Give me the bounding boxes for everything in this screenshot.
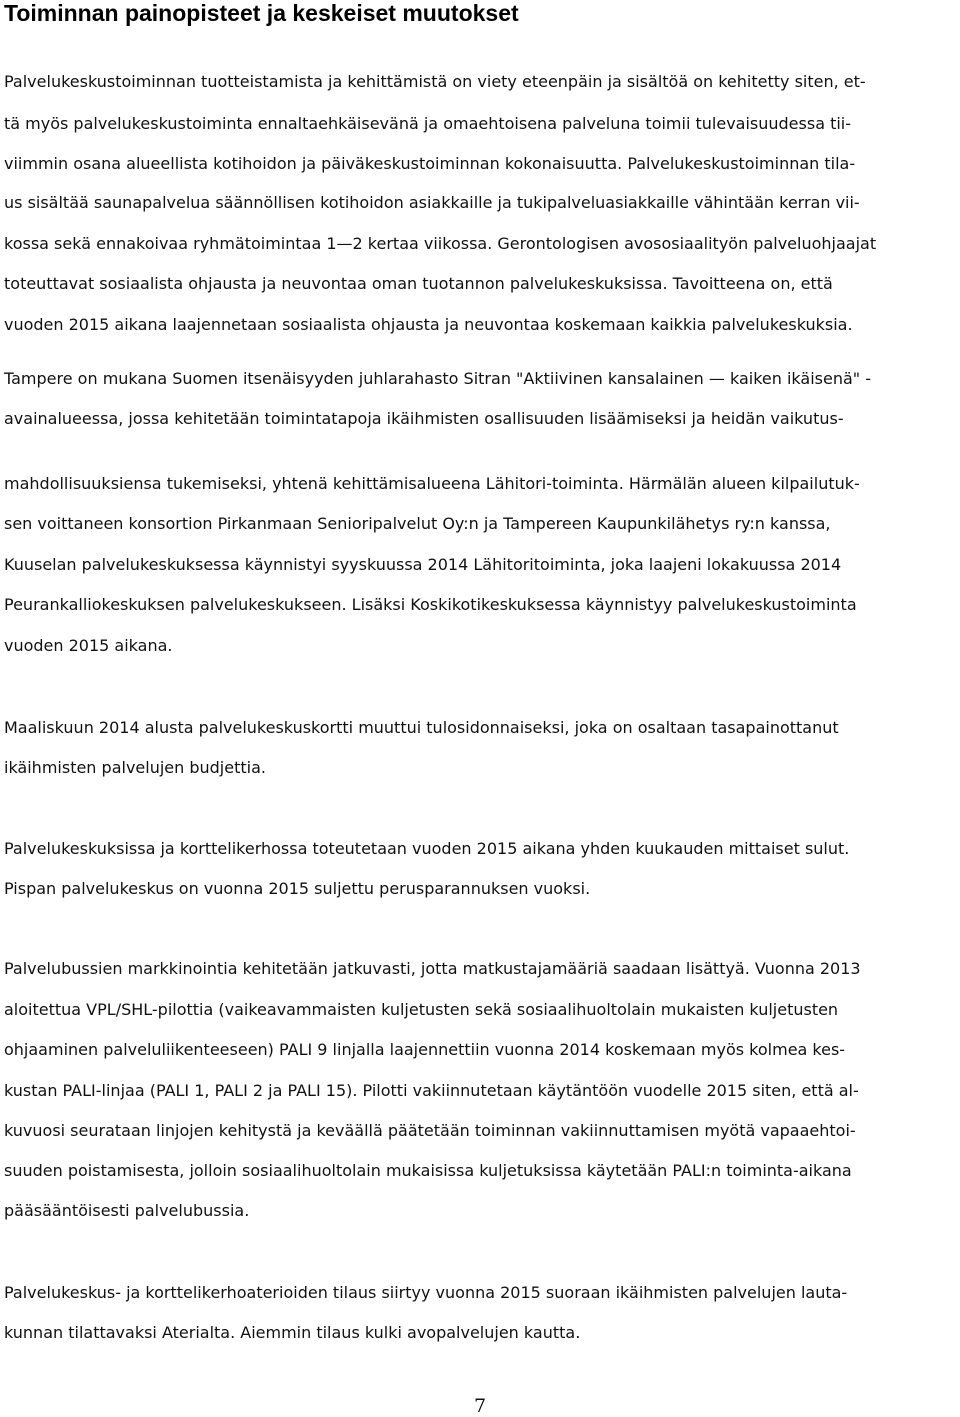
text-line: toteuttavat sosiaalista ohjausta ja neuvontaa oman tuotannon palvelukeskuksissa. Tavoitteena on, että	[4, 274, 833, 293]
text-line: vuoden 2015 aikana.	[4, 636, 173, 655]
page-number: 7	[473, 1395, 487, 1417]
text-line: ohjaaminen palveluliikenteeseen) PALI 9 linjalla laajennettiin vuonna 2014 koskemaan myös kolmea kes-	[4, 1040, 846, 1059]
text-line: aloitettua VPL/SHL-pilottia (vaikeavammaisten kuljetusten sekä sosiaalihuoltolain mukaisten kuljetusten	[4, 1000, 839, 1019]
text-line: pääsääntöisesti palvelubussia.	[4, 1201, 250, 1220]
text-line: mahdollisuuksiensa tukemiseksi, yhtenä kehittämisalueena Lähitori-toiminta. Härmälän alueen kilpailutuk-	[4, 474, 860, 493]
text-line: Peurankalliokeskuksen palvelukeskukseen. Lisäksi Koskikotikeskuksessa käynnistyy palvelukeskustoiminta	[4, 595, 857, 614]
text-line: Pispan palvelukeskus on vuonna 2015 suljettu perusparannuksen vuoksi.	[4, 879, 591, 898]
text-line: tä myös palvelukeskustoiminta ennaltaehkäisevänä ja omaehtoisena palveluna toimii tulevaisuudessa tii-	[4, 114, 852, 133]
text-line: Kuuselan palvelukeskuksessa käynnistyi syyskuussa 2014 Lähitoritoiminta, joka laajeni lokakuussa 2014	[4, 555, 842, 574]
text-line: kossa sekä ennakoivaa ryhmätoimintaa 1—2 kertaa viikossa. Gerontologisen avososiaalityön palveluohjaajat	[4, 234, 877, 253]
text-line: Palvelubussien markkinointia kehitetään jatkuvasti, jotta matkustajamääriä saadaan lisättyä. Vuonna 2013	[4, 959, 861, 978]
text-line: viimmin osana alueellista kotihoidon ja päiväkeskustoiminnan kokonaisuutta. Palvelukeskustoiminnan tila-	[4, 154, 856, 173]
text-line: us sisältää saunapalvelua säännöllisen kotihoidon asiakkaille ja tukipalveluasiakkaille vähintään kerran vii-	[4, 193, 860, 212]
text-line: kuvuosi seurataan linjojen kehitystä ja keväällä päätetään toiminnan vakiinnuttamisen myötä vapaaehtoi-	[4, 1121, 856, 1140]
text-line: kustan PALI-linjaa (PALI 1, PALI 2 ja PALI 15). Pilotti vakiinnutetaan käytäntöön vuodelle 2015 siten, että al-	[4, 1081, 859, 1100]
text-line: Palvelukeskuksissa ja korttelikerhossa toteutetaan vuoden 2015 aikana yhden kuukauden mittaiset sulut.	[4, 839, 850, 858]
text-line: ikäihmisten palvelujen budjettia.	[4, 758, 266, 777]
text-line: suuden poistamisesta, jolloin sosiaalihuoltolain mukaisissa kuljetuksissa käytetään PALI:n toiminta-aikana	[4, 1161, 852, 1180]
text-line: kunnan tilattavaksi Aterialta. Aiemmin tilaus kulki avopalvelujen kautta.	[4, 1323, 581, 1342]
text-line: Palvelukeskustoiminnan tuotteistamista ja kehittämistä on viety eteenpäin ja sisältöä on kehitetty siten, et-	[4, 72, 866, 91]
text-line: avainalueessa, jossa kehitetään toimintatapoja ikäihmisten osallisuuden lisäämiseksi ja heidän vaikutus-	[4, 409, 844, 428]
text-line: sen voittaneen konsortion Pirkanmaan Senioripalvelut Oy:n ja Tampereen Kaupunkilähetys ry:n kanssa,	[4, 514, 831, 533]
text-line: Palvelukeskus- ja korttelikerhoaterioiden tilaus siirtyy vuonna 2015 suoraan ikäihmisten palvelujen lauta-	[4, 1283, 848, 1302]
text-line: Maaliskuun 2014 alusta palvelukeskuskortti muuttui tulosidonnaiseksi, joka on osaltaan tasapainottanut	[4, 718, 839, 737]
text-line: Tampere on mukana Suomen itsenäisyyden juhlarahasto Sitran "Aktiivinen kansalainen — kaiken ikäisenä" -	[4, 369, 871, 388]
text-line: vuoden 2015 aikana laajennetaan sosiaalista ohjausta ja neuvontaa koskemaan kaikkia palvelukeskuksia.	[4, 315, 853, 334]
section-heading: Toiminnan painopisteet ja keskeiset muutokset	[4, 0, 519, 26]
